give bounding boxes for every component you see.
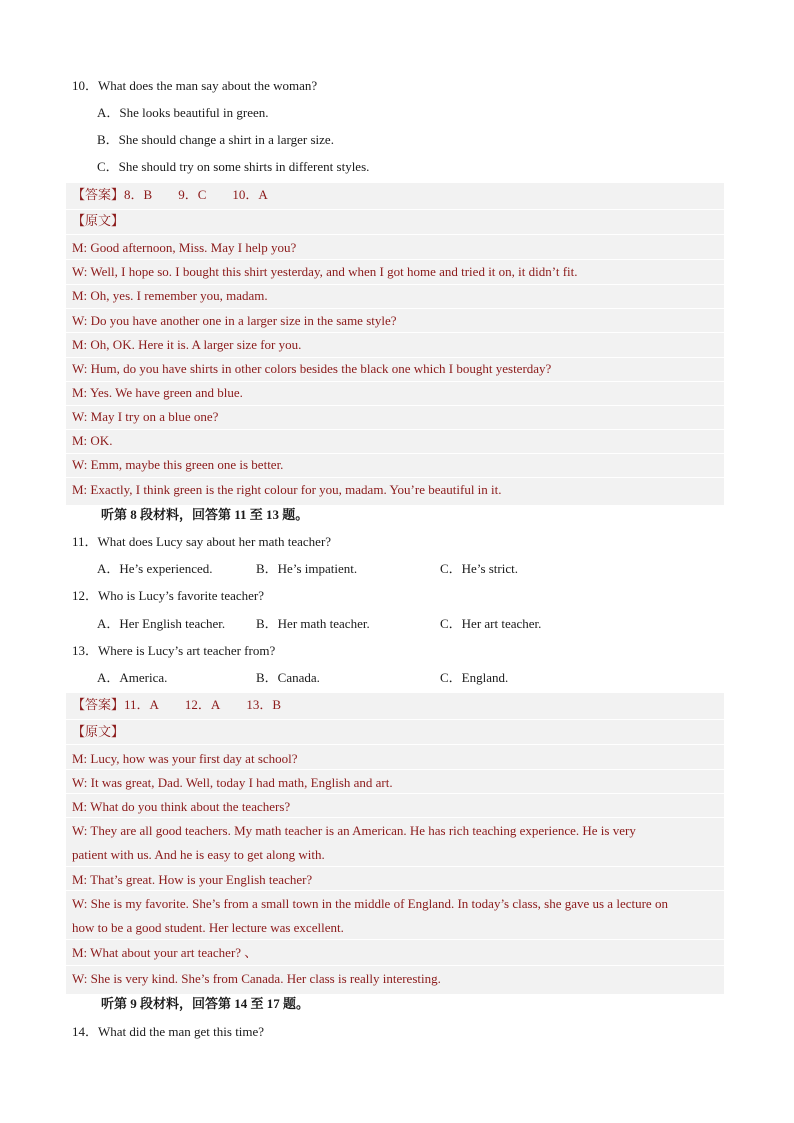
dialogue-line: W: May I try on a blue one? — [72, 409, 219, 424]
answer-label: 【答案】 — [72, 187, 125, 202]
q10-option-b: B．She should change a shirt in a larger size. — [97, 132, 334, 147]
answer-item: 10．A — [232, 187, 268, 202]
dialogue-line: M: Good afternoon, Miss. May I help you? — [72, 240, 297, 255]
section-heading-8: 听第 8 段材料，回答第 11 至 13 题。 — [101, 507, 309, 522]
dialogue-line: M: Exactly, I think green is the right colour for you, madam. You’re beautiful in it. — [72, 482, 502, 497]
question-10: 10．What does the man say about the woman? — [72, 78, 318, 93]
answer-item: 11．A — [124, 697, 159, 712]
q11-option-c: C．He’s strict. — [440, 561, 518, 576]
dialogue-line: patient with us. And he is easy to get along with. — [72, 847, 325, 862]
q13-option-a: A．America. — [97, 670, 168, 685]
question-14: 14．What did the man get this time? — [72, 1024, 265, 1039]
dialogue-line: M: Oh, OK. Here it is. A larger size for you. — [72, 337, 302, 352]
transcript-label: 【原文】 — [72, 213, 125, 228]
q10-option-a: A．She looks beautiful in green. — [97, 105, 269, 120]
dialogue-line: W: Hum, do you have shirts in other colors besides the black one which I bought yesterday? — [72, 361, 552, 376]
dialogue-line: M: Lucy, how was your first day at school? — [72, 751, 298, 766]
dialogue-line: W: Well, I hope so. I bought this shirt yesterday, and when I got home and tried it on, it didn’t fit. — [72, 264, 578, 279]
question-13: 13．Where is Lucy’s art teacher from? — [72, 643, 276, 658]
q12-option-a: A．Her English teacher. — [97, 616, 226, 631]
dialogue-line: W: They are all good teachers. My math teacher is an American. He has rich teaching experience. He is very — [72, 823, 636, 838]
transcript-label: 【原文】 — [72, 724, 125, 739]
dialogue-line: M: OK. — [72, 433, 113, 448]
q13-option-c: C．England. — [440, 670, 509, 685]
dialogue-line: W: She is my favorite. She’s from a small town in the middle of England. In today’s class, she gave us a lecture on — [72, 896, 668, 911]
q10-option-c: C．She should try on some shirts in different styles. — [97, 159, 370, 174]
answer-line-2 — [72, 697, 281, 713]
q11-option-b: B．He’s impatient. — [256, 561, 358, 576]
section-heading-9: 听第 9 段材料，回答第 14 至 17 题。 — [101, 996, 310, 1011]
dialogue-line: M: Yes. We have green and blue. — [72, 385, 243, 400]
dialogue-line: W: Emm, maybe this green one is better. — [72, 457, 284, 472]
answer-item: 9．C — [178, 187, 207, 202]
dialogue-line: M: Oh, yes. I remember you, madam. — [72, 288, 268, 303]
dialogue-line: M: What do you think about the teachers? — [72, 799, 291, 814]
q11-option-a: A．He’s experienced. — [97, 561, 213, 576]
question-12: 12．Who is Lucy’s favorite teacher? — [72, 588, 265, 603]
question-11: 11．What does Lucy say about her math teacher? — [72, 534, 332, 549]
answer-line-1 — [72, 187, 268, 203]
answer-item: 12．A — [184, 697, 221, 712]
q12-option-b: B．Her math teacher. — [256, 616, 370, 631]
dialogue-line: W: It was great, Dad. Well, today I had math, English and art. — [72, 775, 393, 790]
dialogue-line: W: She is very kind. She’s from Canada. Her class is really interesting. — [72, 971, 441, 986]
dialogue-line: W: Do you have another one in a larger size in the same style? — [72, 313, 397, 328]
answer-item: 13．B — [246, 697, 281, 712]
q12-option-c: C．Her art teacher. — [440, 616, 542, 631]
q13-option-b: B．Canada. — [256, 670, 320, 685]
dialogue-line: M: What about your art teacher? 、 — [72, 945, 258, 960]
answer-item: 8．B — [124, 187, 153, 202]
answer-label: 【答案】 — [72, 697, 125, 712]
dialogue-line: how to be a good student. Her lecture was excellent. — [72, 920, 344, 935]
dialogue-line: M: That’s great. How is your English teacher? — [72, 872, 313, 887]
